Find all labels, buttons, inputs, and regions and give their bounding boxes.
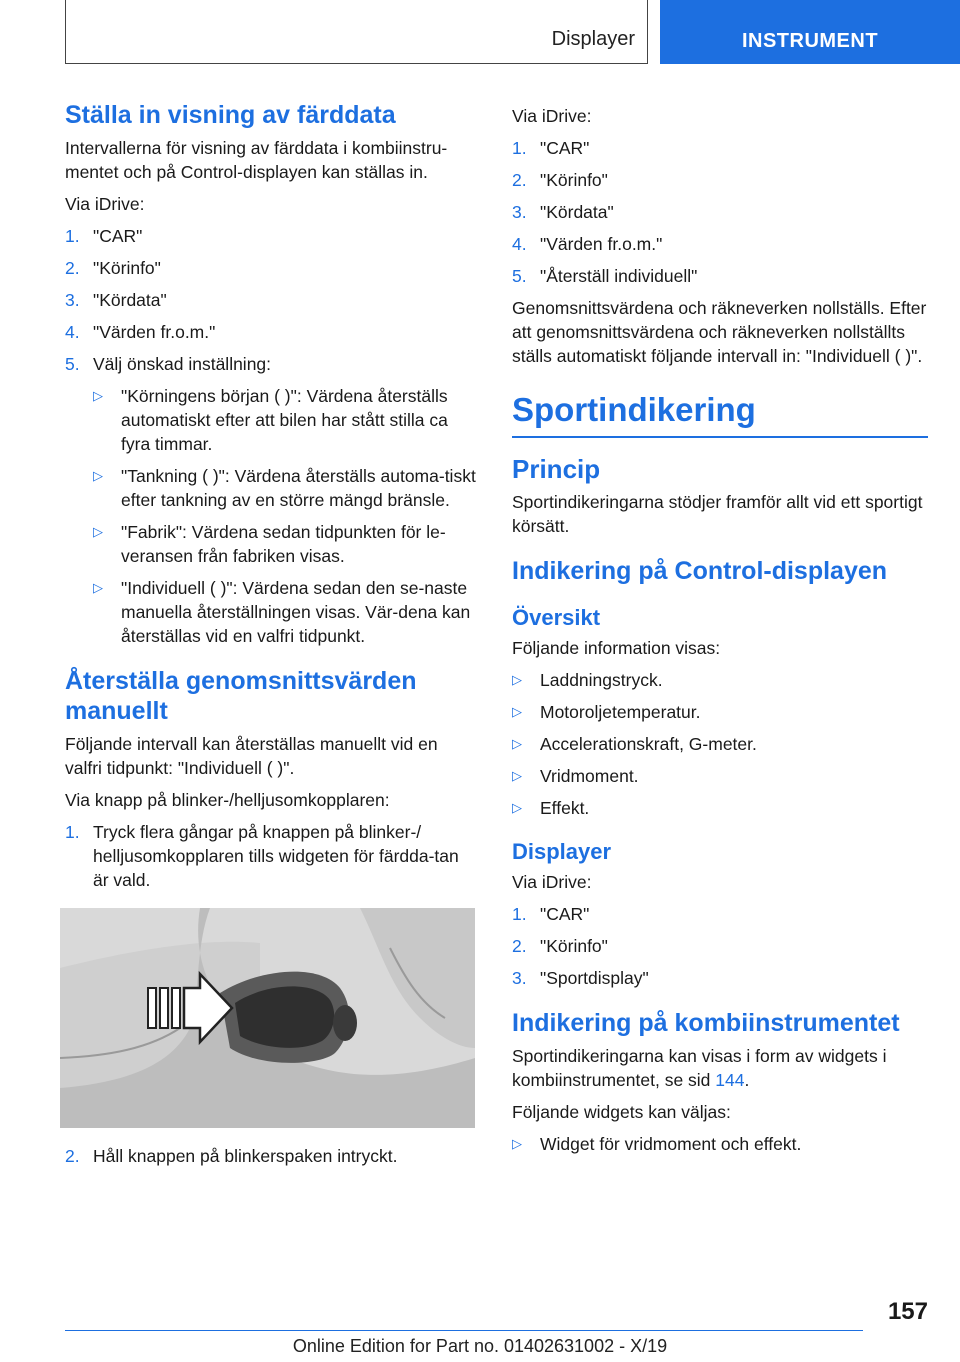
step-number: 3. bbox=[65, 290, 80, 310]
header-chapter-tab[interactable]: INSTRUMENT bbox=[660, 0, 960, 64]
heading-trip-data: Ställa in visning av färddata bbox=[65, 101, 396, 129]
step-text: "Sportdisplay" bbox=[540, 968, 649, 988]
info-text: Laddningstryck. bbox=[540, 670, 663, 690]
step-number: 4. bbox=[65, 322, 80, 342]
step-number: 1. bbox=[512, 138, 527, 158]
step-text: "Kördata" bbox=[540, 202, 614, 222]
triangle-bullet-icon: ▷ bbox=[93, 468, 103, 483]
info-list bbox=[512, 668, 928, 820]
step-number: 1. bbox=[65, 822, 80, 842]
list-item bbox=[65, 352, 477, 376]
paragraph-combi bbox=[512, 1044, 928, 1092]
step-number: 3. bbox=[512, 968, 527, 988]
info-text: Vridmoment. bbox=[540, 766, 639, 786]
list-item bbox=[93, 384, 477, 456]
triangle-bullet-icon: ▷ bbox=[512, 768, 522, 783]
option-text: "Körningens början ( )": Värdena återställs automatiskt efter att bilen har stått stilla ca fyra timmar. bbox=[121, 386, 448, 454]
list-item bbox=[512, 1132, 928, 1156]
option-text: "Tankning ( )": Värdena återställs automa-tiskt efter tankning av en större mängd bränsle. bbox=[121, 466, 476, 510]
footer-edition: Online Edition for Part no. 01402631002 - X/19 bbox=[292, 1336, 668, 1356]
right-column bbox=[512, 100, 928, 1164]
step-number: 2. bbox=[512, 170, 527, 190]
list-item bbox=[65, 320, 477, 344]
step-number: 2. bbox=[512, 936, 527, 956]
list-item bbox=[512, 700, 928, 724]
paragraph-info: Följande information visas: bbox=[512, 638, 721, 658]
triangle-bullet-icon: ▷ bbox=[93, 580, 103, 595]
heading-principle: Princip bbox=[512, 454, 601, 484]
triangle-bullet-icon: ▷ bbox=[93, 388, 103, 403]
step-text: "Körinfo" bbox=[540, 936, 608, 956]
paragraph-via-button: Via knapp på blinker-/helljusomkopplaren: bbox=[65, 790, 390, 810]
heading-sport-display: Sportindikering bbox=[512, 391, 756, 428]
heading-displays: Displayer bbox=[512, 839, 612, 864]
heading-reset-manual: Återställa genomsnittsvärden manuellt bbox=[65, 667, 417, 725]
info-text: Motoroljetemperatur. bbox=[540, 702, 701, 722]
step-text: Tryck flera gångar på knappen på blinker-/ helljusomkopplaren tills widgeten för färdda-tan är vald. bbox=[93, 822, 459, 890]
list-item bbox=[512, 200, 928, 224]
list-item bbox=[512, 168, 928, 192]
step-text: Håll knappen på blinkerspaken intryckt. bbox=[93, 1146, 398, 1166]
step-number: 4. bbox=[512, 234, 527, 254]
info-text: Effekt. bbox=[540, 798, 590, 818]
idrive-steps bbox=[65, 224, 477, 376]
widget-list bbox=[512, 1132, 928, 1156]
list-item bbox=[512, 966, 928, 990]
step-number: 2. bbox=[65, 1146, 80, 1166]
step-text: Välj önskad inställning: bbox=[93, 354, 272, 374]
step-text: "Återställ individuell" bbox=[540, 266, 698, 286]
combi-text: Sportindikeringarna kan visas i form av widgets i kombiinstrumentet, se sid bbox=[512, 1046, 887, 1090]
step-text: "Körinfo" bbox=[540, 170, 608, 190]
list-item bbox=[65, 288, 477, 312]
step-text: "Värden fr.o.m." bbox=[93, 322, 216, 342]
paragraph-principle: Sportindikeringarna stödjer framför allt vid ett sportigt körsätt. bbox=[512, 492, 923, 536]
step-text: "Värden fr.o.m." bbox=[540, 234, 663, 254]
paragraph-reset: Följande intervall kan återställas manuellt vid en valfri tidpunkt: "Individuell ( )". bbox=[65, 734, 438, 778]
page-number: 157 bbox=[887, 1298, 928, 1325]
turn-signal-lever-image bbox=[60, 908, 475, 1128]
list-item bbox=[512, 264, 928, 288]
list-item bbox=[512, 764, 928, 788]
list-item bbox=[93, 464, 477, 512]
heading-control-display: Indikering på Control-displayen bbox=[512, 557, 888, 585]
step-number: 3. bbox=[512, 202, 527, 222]
heading-overview: Översikt bbox=[512, 605, 601, 630]
triangle-bullet-icon: ▷ bbox=[512, 1136, 522, 1151]
paragraph-widgets: Följande widgets kan väljas: bbox=[512, 1102, 731, 1122]
list-item bbox=[65, 1144, 477, 1168]
paragraph-via-idrive: Via iDrive: bbox=[65, 194, 145, 214]
step-text: "CAR" bbox=[540, 138, 590, 158]
triangle-bullet-icon: ▷ bbox=[512, 800, 522, 815]
step-number: 2. bbox=[65, 258, 80, 278]
list-item bbox=[512, 136, 928, 160]
reset-steps bbox=[512, 136, 928, 288]
button-steps bbox=[65, 820, 477, 892]
list-item bbox=[512, 668, 928, 692]
step-text: "Kördata" bbox=[93, 290, 167, 310]
left-column bbox=[65, 100, 477, 1176]
step-text: "CAR" bbox=[540, 904, 590, 924]
list-item bbox=[65, 224, 477, 248]
paragraph-via-idrive-2: Via iDrive: bbox=[512, 872, 592, 892]
step-text: "Körinfo" bbox=[93, 258, 161, 278]
list-item bbox=[512, 934, 928, 958]
section-divider bbox=[512, 436, 928, 438]
list-item bbox=[512, 232, 928, 256]
footer-divider bbox=[65, 1330, 863, 1331]
combi-text-end: . bbox=[744, 1070, 750, 1090]
option-text: "Individuell ( )": Värdena sedan den se-naste manuella återställningen visas. Vär-dena kan återställas vid en valfri tidpunkt. bbox=[121, 578, 471, 646]
button-steps-continued bbox=[65, 1144, 477, 1168]
page-reference-link[interactable]: 144 bbox=[715, 1070, 745, 1090]
list-item bbox=[65, 820, 477, 892]
step-number: 5. bbox=[512, 266, 527, 286]
paragraph-intro: Intervallerna för visning av färddata i kombiinstru-mentet och på Control-displayen kan ställas in. bbox=[65, 138, 448, 182]
display-steps bbox=[512, 902, 928, 990]
list-item bbox=[93, 520, 477, 568]
heading-combi-instrument: Indikering på kombiinstrumentet bbox=[512, 1009, 900, 1037]
paragraph-reset-result: Genomsnittsvärdena och räkneverken nollställs. Efter att genomsnittsvärdena och räkneverken nollställts ställs automatiskt följande intervall in: "Individuell ( )". bbox=[512, 298, 927, 366]
triangle-bullet-icon: ▷ bbox=[512, 704, 522, 719]
step-text: "CAR" bbox=[93, 226, 143, 246]
list-item bbox=[512, 732, 928, 756]
list-item bbox=[512, 902, 928, 926]
step-number: 1. bbox=[65, 226, 80, 246]
step-number: 1. bbox=[512, 904, 527, 924]
setting-options bbox=[65, 384, 477, 648]
step-number: 5. bbox=[65, 354, 80, 374]
widget-text: Widget för vridmoment och effekt. bbox=[540, 1134, 802, 1154]
paragraph-via-idrive: Via iDrive: bbox=[512, 106, 592, 126]
triangle-bullet-icon: ▷ bbox=[512, 736, 522, 751]
triangle-bullet-icon: ▷ bbox=[512, 672, 522, 687]
list-item bbox=[93, 576, 477, 648]
turn-signal-lever-illustration bbox=[60, 908, 475, 1128]
list-item bbox=[512, 796, 928, 820]
option-text: "Fabrik": Värdena sedan tidpunkten för le-veransen från fabriken visas. bbox=[121, 522, 446, 566]
header-section-title: Displayer bbox=[551, 28, 635, 50]
list-item bbox=[65, 256, 477, 280]
triangle-bullet-icon: ▷ bbox=[93, 524, 103, 539]
info-text: Accelerationskraft, G-meter. bbox=[540, 734, 757, 754]
